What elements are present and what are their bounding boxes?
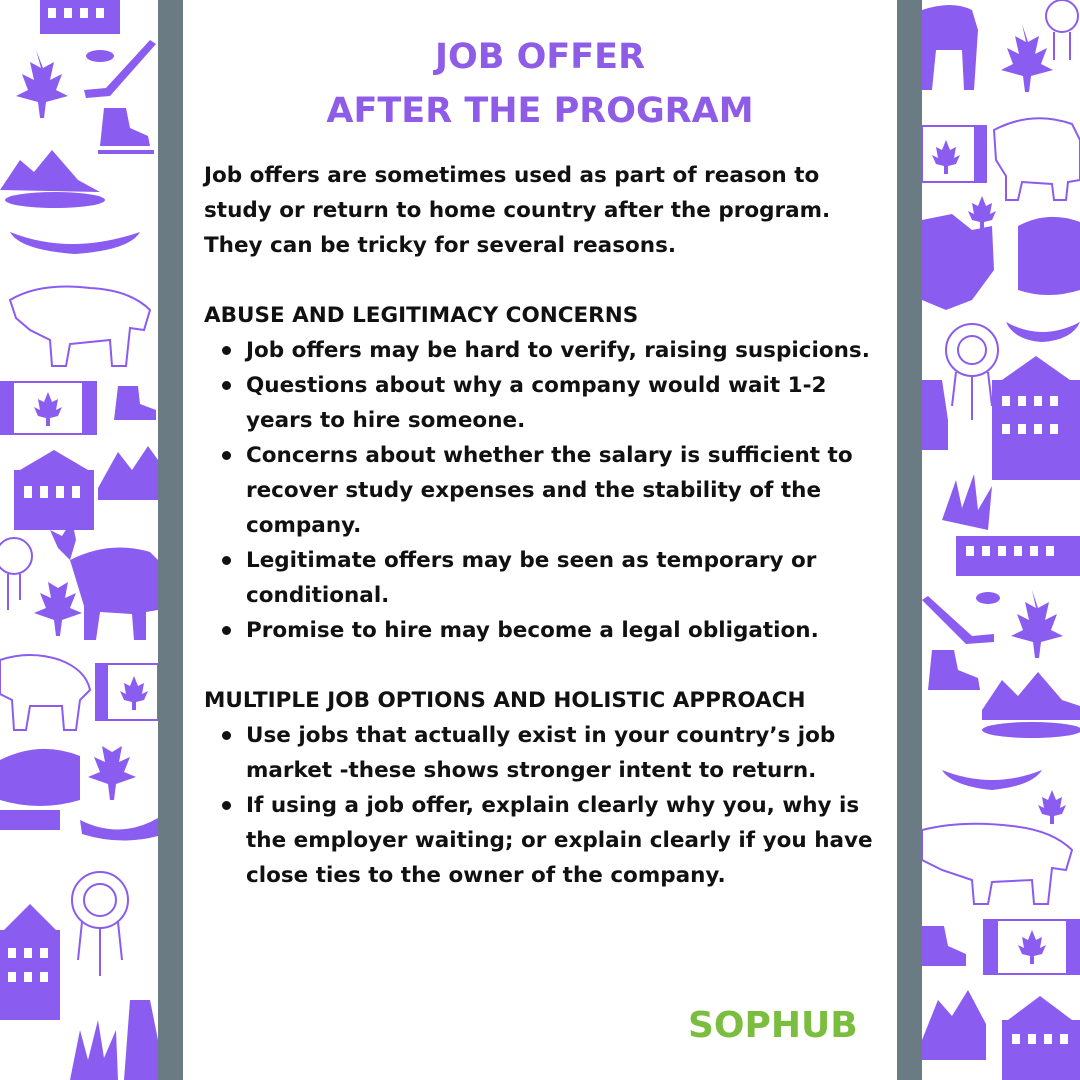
bottle-icon <box>124 1000 158 1080</box>
list-item: Legitimate offers may be seen as temporary or conditional. <box>246 543 884 613</box>
maple-leaf-icon <box>1038 790 1066 824</box>
dreamcatcher-icon <box>1046 0 1078 60</box>
maple-leaf-icon <box>1001 24 1053 92</box>
left-decorative-pattern <box>0 0 158 1080</box>
maple-leaf-icon <box>968 196 996 230</box>
canada-flag-icon <box>984 920 1080 974</box>
castle-icon <box>1002 996 1080 1080</box>
canada-icons-pattern-right <box>922 0 1080 1080</box>
list-item: Promise to hire may become a legal obligation. <box>246 613 884 648</box>
section-heading-multiple-options: MULTIPLE JOB OPTIONS AND HOLISTIC APPROACH <box>204 688 806 713</box>
mountain-icon <box>922 990 986 1060</box>
list-item: If using a job offer, explain clearly why you, why is the employer waiting; or explain clearly if you have close ties to the owner of the company. <box>246 788 884 893</box>
maple-leaf-icon <box>1011 590 1063 658</box>
maple-leaf-icon <box>16 50 68 118</box>
castle-icon <box>992 356 1080 480</box>
castle-icon <box>0 904 60 1020</box>
left-border-bar <box>158 0 183 1080</box>
bottle-icon <box>922 380 948 450</box>
list-item: Questions about why a company would wait 1-2 years to hire someone. <box>246 368 884 438</box>
mountain-icon <box>98 446 158 500</box>
polar-bear-icon <box>10 287 150 367</box>
dreamcatcher-icon <box>72 872 128 976</box>
brand-logo-text: SOPHUB <box>688 1005 858 1046</box>
skate-icon <box>922 926 966 966</box>
antlers-icon <box>70 1020 118 1080</box>
mountain-lake-icon <box>982 672 1080 738</box>
abuse-concerns-list <box>204 333 884 648</box>
moose-icon <box>922 5 978 90</box>
section-heading-abuse: ABUSE AND LEGITIMACY CONCERNS <box>204 303 639 328</box>
polar-bear-icon <box>994 118 1080 200</box>
canoe-icon <box>942 770 1042 790</box>
polar-bear-icon <box>0 655 90 730</box>
canada-flag-icon <box>922 126 986 182</box>
canoe-icon <box>80 818 158 841</box>
castle-icon <box>956 536 1080 576</box>
maple-leaf-icon <box>34 572 82 636</box>
page-title-line-1: JOB OFFER <box>434 37 646 77</box>
page-title-line-2: AFTER THE PROGRAM <box>326 91 754 131</box>
body-text <box>204 158 884 893</box>
canada-icons-pattern-left <box>0 0 158 1080</box>
canoe-icon <box>10 232 140 254</box>
waterfall-icon <box>0 749 80 830</box>
skate-icon <box>98 108 154 154</box>
list-item: Job offers may be hard to verify, raising suspicions. <box>246 333 884 368</box>
hockey-stick-icon <box>922 592 1000 644</box>
hockey-stick-icon <box>84 40 156 98</box>
canada-flag-icon <box>96 664 158 720</box>
skate-icon <box>928 650 980 690</box>
intro-paragraph: Job offers are sometimes used as part of reason to study or return to home country after the program. They can be tricky for several reasons. <box>204 163 831 258</box>
dreamcatcher-icon <box>946 324 998 420</box>
castle-icon <box>14 450 94 530</box>
waterfall-icon <box>1018 217 1080 295</box>
dreamcatcher-icon <box>0 538 32 610</box>
list-item: Concerns about whether the salary is sufficient to recover study expenses and the stability of the company. <box>246 438 884 543</box>
canoe-icon <box>1006 322 1080 342</box>
right-border-bar <box>897 0 922 1080</box>
right-decorative-pattern <box>922 0 1080 1080</box>
content-panel <box>183 0 897 1080</box>
castle-icon <box>40 0 120 34</box>
skate-icon <box>114 386 156 420</box>
list-item: Use jobs that actually exist in your country’s job market -these shows stronger intent to return. <box>246 718 884 788</box>
maple-leaf-icon <box>88 736 136 800</box>
moose-icon <box>50 520 158 640</box>
antlers-icon <box>942 474 992 530</box>
multiple-options-list <box>204 718 884 893</box>
canada-flag-icon <box>0 382 96 434</box>
polar-bear-icon <box>922 824 1072 904</box>
mountain-lake-icon <box>0 150 105 208</box>
